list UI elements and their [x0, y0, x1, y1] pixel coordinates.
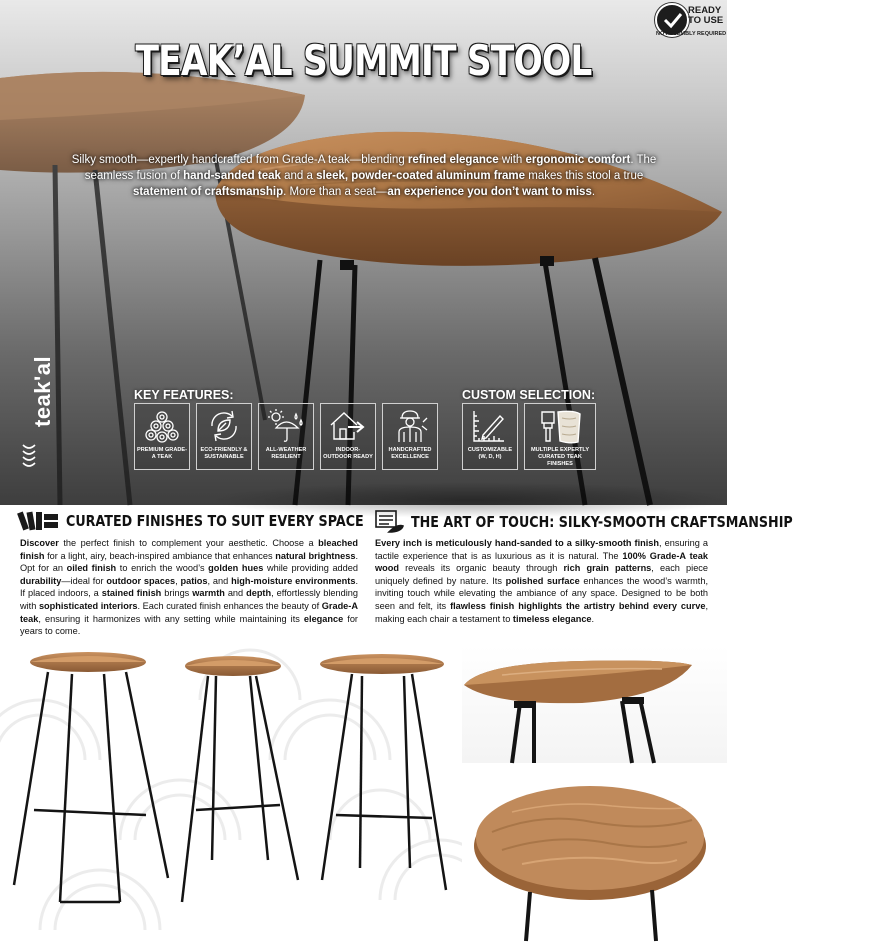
brand-logo-vertical	[14, 355, 55, 475]
badge-label: READY TO USE	[688, 5, 724, 26]
feature-all-weather: ALL-WEATHER RESILIENT	[258, 403, 314, 470]
body-text: enhances the wood’s warmth, inviting touch while elevating the ambiance of any space. Designed to be both seen and felt, its	[375, 575, 708, 611]
body-text: . The seamless fusion of	[84, 154, 657, 182]
body-text: ,	[175, 575, 181, 586]
body-text: makes this stool a true	[525, 170, 644, 182]
body-text: , effortlessly blending with	[20, 588, 359, 611]
feature-handcrafted: HANDCRAFTED EXCELLENCE	[382, 403, 438, 470]
brand-name: teak'al	[30, 355, 55, 427]
key-features-heading: KEY FEATURES:	[134, 388, 234, 402]
emphasis-text: flawless finish highlights the artistry behind every curve	[450, 600, 706, 611]
touch-heading	[375, 510, 877, 534]
emphasis-text: bleached finish	[20, 538, 358, 561]
emphasis-text: refined elegance	[407, 154, 499, 166]
emphasis-text: durability	[20, 575, 62, 586]
seat-top-view	[462, 772, 727, 941]
option-customizable: CUSTOMIZABLE (W, D, H)	[462, 403, 518, 470]
body-text: . Opt for an	[20, 550, 358, 574]
brand-mark-icon	[22, 443, 36, 471]
emphasis-text: natural brightness	[275, 550, 356, 561]
emphasis-text: golden hues	[208, 563, 264, 574]
emphasis-text: timeless elegance	[512, 613, 592, 624]
body-text: brings	[161, 588, 193, 599]
emphasis-text: 100% Grade-A teak wood	[375, 550, 708, 574]
ruler-pencil-icon	[470, 408, 510, 444]
hero-banner	[0, 0, 727, 505]
body-text: Silky smooth—expertly handcrafted from Grade-A teak—blending	[71, 154, 408, 166]
body-text: , ensuring a tactile experience that is as luxurious as it is natural. The	[375, 538, 708, 561]
finishes-title: CURATED FINISHES TO SUIT EVERY SPACE	[66, 512, 364, 530]
body-text: , each piece uniquely defined by nature. Its	[375, 563, 709, 586]
emphasis-text: sophisticated interiors	[38, 600, 138, 611]
emphasis-text: warmth	[192, 588, 225, 599]
body-text: .	[591, 613, 595, 624]
finish-swatches-icon	[20, 510, 60, 532]
feature-eco-friendly: ECO-FRIENDLY & SUSTAINABLE	[196, 403, 252, 470]
checkmark-icon	[663, 12, 683, 28]
emphasis-text: an experience you don’t want to miss	[387, 186, 592, 198]
emphasis-text: patios	[180, 575, 208, 586]
logs-icon	[142, 408, 182, 444]
body-text: reveals its organic beauty through	[398, 563, 564, 574]
body-text: and	[224, 588, 247, 599]
recycle-leaf-icon	[204, 408, 244, 444]
body-text: . If placed indoors, a	[20, 575, 358, 599]
body-text: and a	[280, 170, 317, 182]
emphasis-text: hand-sanded teak	[183, 170, 281, 182]
body-text: , making each chair a testament to	[375, 600, 708, 624]
emphasis-text: rich grain patterns	[563, 563, 652, 574]
brush-swatch-icon	[532, 408, 588, 444]
emphasis-text: sleek, powder-coated aluminum frame	[316, 170, 526, 182]
touch-body	[375, 537, 708, 625]
emphasis-text: depth	[246, 588, 272, 599]
body-text: , and	[207, 575, 232, 586]
emphasis-text: outdoor spaces	[106, 575, 176, 586]
badge-sublabel: NO ASSEMBLY REQUIRED	[656, 31, 727, 37]
house-arrow-icon	[328, 408, 368, 444]
body-text: while providing added	[263, 563, 358, 574]
emphasis-text: ergonomic comfort	[525, 154, 631, 166]
body-text: .	[591, 186, 596, 198]
emphasis-text: elegance	[303, 613, 344, 624]
emphasis-text: Every inch is meticulously hand-sanded to a silky-smooth finish	[375, 538, 660, 548]
emphasis-text: statement of craftsmanship	[132, 186, 284, 198]
hero-description	[64, 152, 664, 200]
body-text: , ensuring it harmonizes with any setting while maintaining its	[38, 613, 304, 624]
emphasis-text: stained finish	[101, 588, 162, 599]
feature-indoor-outdoor: INDOOR-OUTDOOR READY	[320, 403, 376, 470]
page-title: TEAK’AL SUMMIT STOOL	[135, 36, 592, 85]
seat-side-view	[462, 645, 727, 763]
body-text: the perfect finish to complement your aesthetic. Choose a	[58, 538, 319, 548]
finishes-heading	[20, 510, 429, 532]
body-text: —ideal for	[61, 575, 107, 586]
body-text: with	[498, 154, 526, 166]
seat-top-photo	[462, 772, 727, 941]
feature-premium-teak: PREMIUM GRADE-A TEAK	[134, 403, 190, 470]
finishes-body	[20, 537, 358, 638]
craftsman-icon	[390, 408, 430, 444]
emphasis-text: oiled finish	[66, 563, 117, 574]
emphasis-text: Grade-A teak	[20, 600, 358, 624]
emphasis-text: high-moisture environments	[231, 575, 356, 586]
key-features-list	[134, 403, 438, 470]
custom-selection-list	[462, 403, 596, 470]
option-finishes: MULTIPLE EXPERTLY CURATED TEAK FINISHES	[524, 403, 596, 470]
body-text: . Each curated finish enhances the beauty of	[137, 600, 322, 611]
body-text: . More than a seat—	[283, 186, 388, 198]
body-text: for a light, airy, beach-inspired ambiance that enhances	[44, 550, 276, 561]
touch-title: THE ART OF TOUCH: SILKY-SMOOTH CRAFTSMANSHIP	[411, 513, 793, 531]
craftsmanship-icon	[375, 510, 405, 534]
emphasis-text: polished surface	[505, 575, 580, 586]
seat-closeup-photo	[462, 645, 727, 763]
sun-umbrella-icon	[266, 408, 306, 444]
custom-selection-heading: CUSTOM SELECTION:	[462, 388, 596, 402]
emphasis-text: Discover	[20, 538, 59, 548]
body-text: to enrich the wood’s	[116, 563, 209, 574]
body-text: for years to come.	[20, 613, 358, 637]
